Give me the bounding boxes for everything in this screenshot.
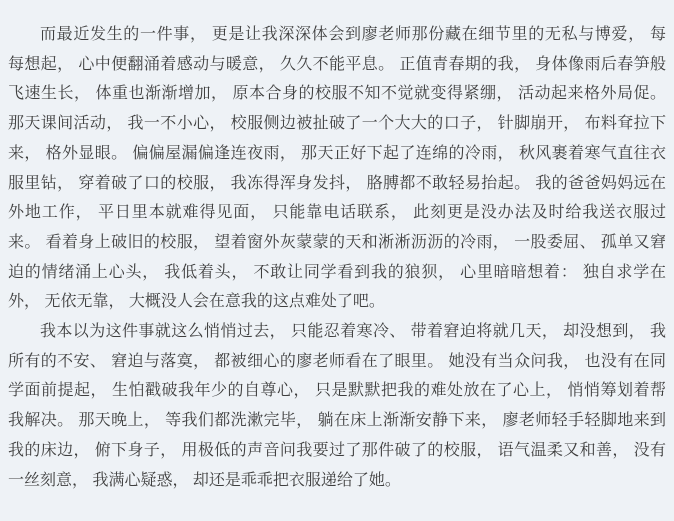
text-line: 学面前提起， 生怕戳破我年少的自尊心， 只是默默把我的难处放在了心上， 悄悄筹划着帮 bbox=[8, 382, 666, 400]
paragraph-2 bbox=[8, 317, 666, 495]
text-line: 来， 格外显眼。 偏偏屋漏偏逢连夜雨， 那天正好下起了连绵的冷雨， 秋风裹着寒气直往衣 bbox=[8, 144, 666, 162]
text-line: 一丝刻意， 我满心疑惑， 却还是乖乖把衣服递给了她。 bbox=[8, 471, 401, 489]
text-line: 我的床边， 俯下身子， 用极低的声音问我要过了那件破了的校服， 语气温柔又和善， 没有 bbox=[8, 441, 666, 459]
text-line: 所有的不安、 窘迫与落寞， 都被细心的廖老师看在了眼里。 她没有当众问我， 也没有在同 bbox=[8, 352, 666, 370]
text-line: 那天课间活动， 我一不小心， 校服侧边被扯破了一个大大的口子， 针脚崩开， 布料耷拉下 bbox=[8, 115, 666, 133]
text-line: 来。 看着身上破旧的校服， 望着窗外灰蒙蒙的天和淅淅沥沥的冷雨， 一股委屈、 孤单又窘 bbox=[8, 233, 666, 251]
text-line: 飞速生长， 体重也渐渐增加， 原本合身的校服不知不觉就变得紧绷， 活动起来格外局促。 bbox=[8, 85, 666, 103]
text-line: 外地工作， 平日里本就难得见面， 只能靠电话联系， 此刻更是没办法及时给我送衣服过 bbox=[8, 204, 666, 222]
text-line: 我解决。 那天晚上， 等我们都洗漱完毕， 躺在床上渐渐安静下来， 廖老师轻手轻脚地来到 bbox=[8, 412, 666, 430]
paragraph-1 bbox=[8, 20, 666, 317]
text-line: 我本以为这件事就这么悄悄过去， 只能忍着寒冷、 带着窘迫将就几天， 却没想到， 我 bbox=[40, 323, 666, 341]
text-line: 每想起， 心中便翻涌着感动与暖意， 久久不能平息。 正值青春期的我， 身体像雨后春笋般 bbox=[8, 55, 666, 73]
text-line: 外， 无依无靠， 大概没人会在意我的这点难处了吧。 bbox=[8, 293, 385, 311]
text-line: 服里钻， 穿着破了口的校服， 我冻得浑身发抖， 胳膊都不敢轻易抬起。 我的爸爸妈妈远在 bbox=[8, 174, 666, 192]
text-line: 迫的情绪涌上心头， 我低着头， 不敢让同学看到我的狼狈， 心里暗暗想着： 独自求学在 bbox=[8, 263, 666, 281]
text-line: 而最近发生的一件事， 更是让我深深体会到廖老师那份藏在细节里的无私与博爱， 每 bbox=[40, 26, 666, 43]
